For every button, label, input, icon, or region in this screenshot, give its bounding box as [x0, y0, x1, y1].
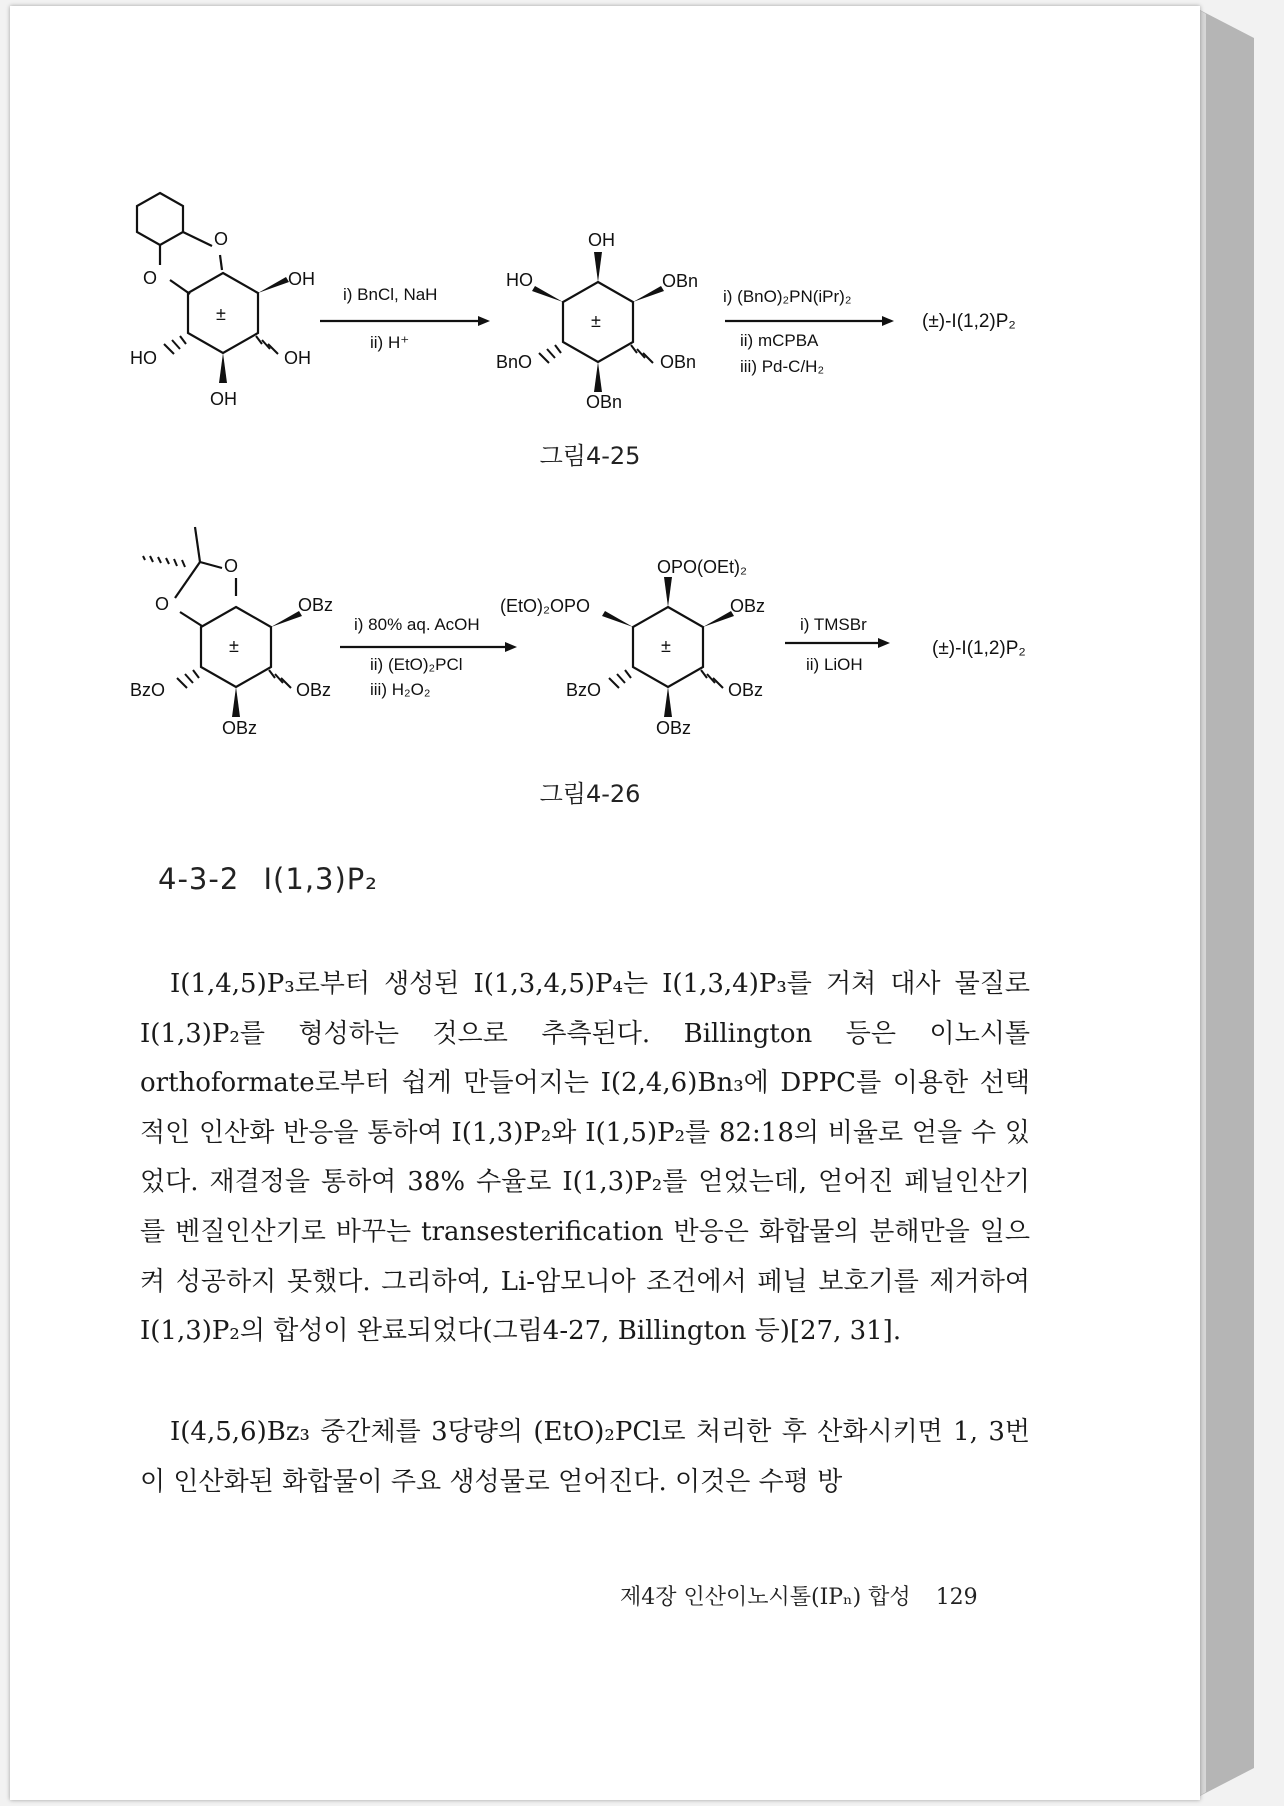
atom-label: OBz — [656, 718, 692, 738]
body-paragraph: I(4,5,6)Bz₃ 중간체를 3당량의 (EtO)₂PCl로 처리한 후 산화시키면 1, 3번이 인산화된 화합물이 주요 생성물로 얻어진다. 이것은 수평 방 — [140, 1417, 1030, 1497]
stereo-label: ± — [216, 304, 226, 324]
atom-label: OBz — [222, 718, 258, 738]
atom-label: HO — [506, 270, 533, 290]
atom-label: HO — [130, 348, 157, 368]
atom-label: OBz — [298, 595, 334, 615]
figure-caption: 그림4-25 — [539, 442, 641, 470]
reaction-condition: iii) Pd-C/H₂ — [740, 357, 825, 376]
section-heading — [158, 862, 378, 896]
atom-label: OH — [288, 269, 315, 289]
running-chapter-title: 제4장 인산이노시톨(IPₙ) 합성 — [620, 1585, 911, 1610]
atom-label: OPO(OEt)₂ — [657, 557, 747, 577]
atom-label: OBn — [660, 352, 697, 372]
reaction-schemes — [0, 0, 1284, 820]
page-footer — [620, 1580, 978, 1611]
atom-label: BnO — [496, 352, 533, 372]
section-title: I(1,3)P₂ — [263, 862, 378, 896]
stereo-label: ± — [591, 311, 601, 331]
body-paragraph: I(1,4,5)P₃로부터 생성된 I(1,3,4,5)P₄는 I(1,3,4)P₃를 거쳐 대사 물질로 I(1,3)P₂를 형성하는 것으로 추측된다. Billington 등은 이노시톨 orthoformate로부터 쉽게 만들어지는 I(2,4,6)Bn₃에 DPPC를 이용한 선택적인 인산화 반응을 통하여 I(1,3)P₂와 I(1,5)P₂를 82:18의 비율로 얻을 수 있었다. 재결정을 통하여 38% 수율로 I(1,3)P₂를 얻었는데, 얻어진 페닐인산기를 벤질인산기로 바꾸는 transesterification 반응은 화합물의 분해만을 일으켜 성공하지 못했다. 그리하여, Li-암모니아 조건에서 페닐 보호기를 제거하여 I(1,3)P₂의 합성이 완료되었다(그림4-27, Billington 등)[27, 31]. — [140, 969, 1030, 1347]
atom-label: O — [224, 556, 239, 576]
atom-label: O — [214, 229, 229, 249]
reaction-condition: i) (BnO)₂PN(iPr)₂ — [723, 287, 852, 306]
reaction-condition: ii) LiOH — [806, 655, 863, 674]
stereo-label: ± — [661, 636, 671, 656]
atom-label: O — [155, 594, 170, 614]
reaction-condition: ii) H⁺ — [370, 333, 410, 352]
atom-label: O — [143, 268, 158, 288]
reaction-condition: iii) H₂O₂ — [370, 680, 431, 699]
atom-label: OBz — [728, 680, 764, 700]
reaction-condition: ii) (EtO)₂PCl — [370, 655, 463, 674]
reaction-condition: i) 80% aq. AcOH — [354, 615, 480, 634]
atom-label: (EtO)₂OPO — [500, 596, 590, 616]
atom-label: OH — [210, 389, 237, 409]
stereo-label: ± — [229, 636, 239, 656]
section-number: 4-3-2 — [158, 862, 240, 896]
atom-label: OBz — [730, 596, 766, 616]
product-label: (±)-I(1,2)P₂ — [922, 311, 1016, 332]
reaction-condition: i) TMSBr — [800, 615, 867, 634]
reaction-condition: i) BnCl, NaH — [343, 285, 438, 304]
atom-label: BzO — [566, 680, 602, 700]
figure-caption: 그림4-26 — [539, 780, 641, 808]
page-number: 129 — [935, 1585, 978, 1610]
atom-label: BzO — [130, 680, 166, 700]
atom-label: OBn — [662, 271, 699, 291]
atom-label: OBz — [296, 680, 332, 700]
product-label: (±)-I(1,2)P₂ — [932, 638, 1026, 659]
atom-label: OH — [588, 230, 615, 250]
atom-label: OH — [284, 348, 311, 368]
reaction-condition: ii) mCPBA — [740, 331, 819, 350]
atom-label: OBn — [586, 392, 623, 412]
